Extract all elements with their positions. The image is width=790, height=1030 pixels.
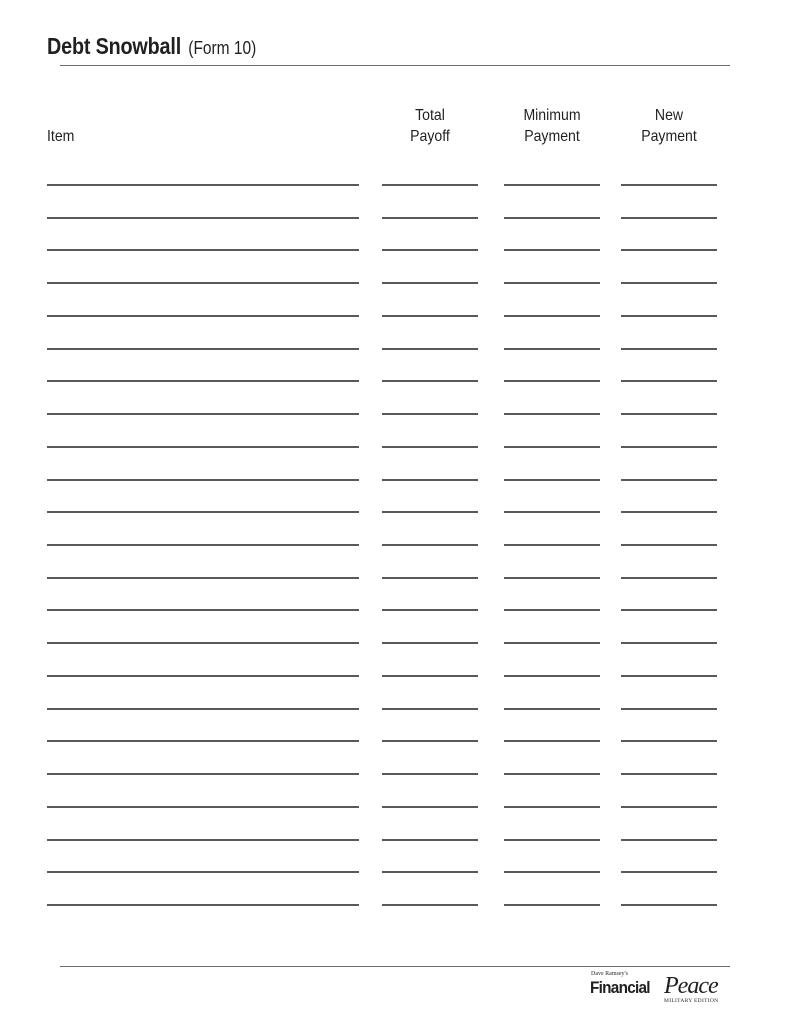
fill-in-line-total-payoff: [382, 348, 478, 350]
fill-in-line-minimum-payment: [504, 348, 600, 350]
item-field[interactable]: [47, 785, 359, 805]
table-row: [0, 511, 790, 513]
item-field[interactable]: [47, 850, 359, 870]
item-field[interactable]: [47, 818, 359, 838]
fill-in-line-minimum-payment: [504, 479, 600, 481]
total-payoff-field[interactable]: [382, 359, 478, 379]
minimum-payment-field[interactable]: [504, 163, 600, 183]
item-field[interactable]: [47, 719, 359, 739]
minimum-payment-field[interactable]: [504, 327, 600, 347]
fill-in-line-minimum-payment: [504, 446, 600, 448]
fill-in-line-item: [47, 511, 359, 513]
fill-in-line-new-payment: [621, 609, 717, 611]
total-payoff-field[interactable]: [382, 392, 478, 412]
total-payoff-field[interactable]: [382, 818, 478, 838]
table-row: [0, 282, 790, 284]
table-row: [0, 184, 790, 186]
total-payoff-field[interactable]: [382, 883, 478, 903]
fill-in-line-total-payoff: [382, 609, 478, 611]
new-payment-field[interactable]: [621, 261, 717, 281]
new-payment-field[interactable]: [621, 196, 717, 216]
fill-in-line-minimum-payment: [504, 609, 600, 611]
fill-in-line-new-payment: [621, 642, 717, 644]
new-payment-field[interactable]: [621, 490, 717, 510]
new-payment-field[interactable]: [621, 818, 717, 838]
fill-in-line-minimum-payment: [504, 904, 600, 906]
total-payoff-field[interactable]: [382, 785, 478, 805]
fill-in-line-total-payoff: [382, 577, 478, 579]
fill-in-line-new-payment: [621, 871, 717, 873]
table-row: [0, 839, 790, 841]
minimum-payment-field[interactable]: [504, 359, 600, 379]
total-payoff-field[interactable]: [382, 327, 478, 347]
logo-word-financial: Financial: [590, 978, 650, 997]
fill-in-line-new-payment: [621, 577, 717, 579]
item-field[interactable]: [47, 425, 359, 445]
fill-in-line-item: [47, 642, 359, 644]
minimum-payment-field[interactable]: [504, 621, 600, 641]
fill-in-line-new-payment: [621, 348, 717, 350]
fill-in-line-minimum-payment: [504, 380, 600, 382]
fill-in-line-minimum-payment: [504, 871, 600, 873]
column-header-new-payment: New Payment: [641, 107, 697, 145]
item-field[interactable]: [47, 883, 359, 903]
table-row: [0, 479, 790, 481]
minimum-payment-field[interactable]: [504, 294, 600, 314]
fill-in-line-item: [47, 544, 359, 546]
minimum-payment-field[interactable]: [504, 654, 600, 674]
fill-in-line-minimum-payment: [504, 642, 600, 644]
total-payoff-field[interactable]: [382, 687, 478, 707]
fill-in-line-new-payment: [621, 282, 717, 284]
new-payment-field[interactable]: [621, 883, 717, 903]
fill-in-line-minimum-payment: [504, 773, 600, 775]
table-row: [0, 609, 790, 611]
fill-in-line-total-payoff: [382, 544, 478, 546]
column-header-minimum-payment: Minimum Payment: [523, 107, 581, 145]
total-payoff-field[interactable]: [382, 523, 478, 543]
fill-in-line-minimum-payment: [504, 184, 600, 186]
fill-in-line-total-payoff: [382, 282, 478, 284]
fill-in-line-item: [47, 217, 359, 219]
column-header-item: Item: [47, 128, 75, 145]
fill-in-line-item: [47, 806, 359, 808]
item-field[interactable]: [47, 654, 359, 674]
footer-divider: [60, 966, 730, 967]
logo-byline: Dave Ramsey's: [591, 971, 628, 977]
total-payoff-field[interactable]: [382, 850, 478, 870]
new-payment-field[interactable]: [621, 785, 717, 805]
fill-in-line-total-payoff: [382, 675, 478, 677]
new-payment-field[interactable]: [621, 458, 717, 478]
minimum-payment-field[interactable]: [504, 490, 600, 510]
fill-in-line-total-payoff: [382, 217, 478, 219]
fill-in-line-new-payment: [621, 773, 717, 775]
fill-in-line-minimum-payment: [504, 315, 600, 317]
item-field[interactable]: [47, 327, 359, 347]
new-payment-field[interactable]: [621, 359, 717, 379]
total-payoff-field[interactable]: [382, 228, 478, 248]
fill-in-line-item: [47, 708, 359, 710]
total-payoff-field[interactable]: [382, 294, 478, 314]
item-field[interactable]: [47, 163, 359, 183]
fill-in-line-minimum-payment: [504, 740, 600, 742]
table-row: [0, 217, 790, 219]
new-payment-field[interactable]: [621, 621, 717, 641]
minimum-payment-field[interactable]: [504, 228, 600, 248]
total-payoff-field[interactable]: [382, 458, 478, 478]
fill-in-line-new-payment: [621, 315, 717, 317]
fill-in-line-new-payment: [621, 184, 717, 186]
fill-in-line-item: [47, 740, 359, 742]
fill-in-line-total-payoff: [382, 871, 478, 873]
header-divider: [60, 65, 730, 66]
fill-in-line-new-payment: [621, 708, 717, 710]
fill-in-line-new-payment: [621, 511, 717, 513]
column-header-total-payoff: Total Payoff: [410, 107, 450, 145]
table-row: [0, 315, 790, 317]
new-payment-field[interactable]: [621, 228, 717, 248]
fill-in-line-minimum-payment: [504, 217, 600, 219]
new-payment-field[interactable]: [621, 588, 717, 608]
item-field[interactable]: [47, 588, 359, 608]
total-payoff-field[interactable]: [382, 163, 478, 183]
fill-in-line-new-payment: [621, 479, 717, 481]
fill-in-line-item: [47, 904, 359, 906]
total-payoff-field[interactable]: [382, 556, 478, 576]
minimum-payment-field[interactable]: [504, 752, 600, 772]
table-row: [0, 380, 790, 382]
fill-in-line-total-payoff: [382, 839, 478, 841]
table-row: [0, 773, 790, 775]
minimum-payment-field[interactable]: [504, 883, 600, 903]
fill-in-line-new-payment: [621, 904, 717, 906]
total-payoff-field[interactable]: [382, 425, 478, 445]
table-row: [0, 544, 790, 546]
minimum-payment-field[interactable]: [504, 523, 600, 543]
page-title: [47, 33, 256, 60]
fill-in-line-new-payment: [621, 380, 717, 382]
minimum-payment-field[interactable]: [504, 850, 600, 870]
total-payoff-field[interactable]: [382, 490, 478, 510]
fill-in-line-minimum-payment: [504, 806, 600, 808]
fill-in-line-total-payoff: [382, 740, 478, 742]
fill-in-line-item: [47, 380, 359, 382]
item-field[interactable]: [47, 458, 359, 478]
minimum-payment-field[interactable]: [504, 785, 600, 805]
fill-in-line-total-payoff: [382, 413, 478, 415]
minimum-payment-field[interactable]: [504, 818, 600, 838]
new-payment-field[interactable]: [621, 687, 717, 707]
financial-peace-logo: [588, 970, 728, 1010]
fill-in-line-item: [47, 249, 359, 251]
minimum-payment-field[interactable]: [504, 458, 600, 478]
new-payment-field[interactable]: [621, 556, 717, 576]
minimum-payment-field[interactable]: [504, 196, 600, 216]
table-row: [0, 249, 790, 251]
form-title: Debt Snowball: [47, 33, 182, 59]
total-payoff-field[interactable]: [382, 654, 478, 674]
fill-in-line-minimum-payment: [504, 413, 600, 415]
fill-in-line-item: [47, 446, 359, 448]
fill-in-line-total-payoff: [382, 315, 478, 317]
fill-in-line-minimum-payment: [504, 282, 600, 284]
total-payoff-field[interactable]: [382, 588, 478, 608]
table-row: [0, 446, 790, 448]
fill-in-line-new-payment: [621, 740, 717, 742]
fill-in-line-item: [47, 348, 359, 350]
fill-in-line-new-payment: [621, 839, 717, 841]
fill-in-line-item: [47, 871, 359, 873]
fill-in-line-new-payment: [621, 544, 717, 546]
fill-in-line-item: [47, 609, 359, 611]
fill-in-line-item: [47, 839, 359, 841]
fill-in-line-total-payoff: [382, 479, 478, 481]
fill-in-line-total-payoff: [382, 708, 478, 710]
minimum-payment-field[interactable]: [504, 588, 600, 608]
table-row: [0, 577, 790, 579]
minimum-payment-field[interactable]: [504, 556, 600, 576]
item-field[interactable]: [47, 523, 359, 543]
table-row: [0, 904, 790, 906]
logo-word-peace: Peace: [664, 973, 718, 999]
fill-in-line-minimum-payment: [504, 839, 600, 841]
item-field[interactable]: [47, 752, 359, 772]
table-row: [0, 871, 790, 873]
item-field[interactable]: [47, 294, 359, 314]
fill-in-line-item: [47, 577, 359, 579]
item-field[interactable]: [47, 228, 359, 248]
fill-in-line-total-payoff: [382, 446, 478, 448]
item-field[interactable]: [47, 621, 359, 641]
new-payment-field[interactable]: [621, 327, 717, 347]
fill-in-line-new-payment: [621, 806, 717, 808]
item-field[interactable]: [47, 359, 359, 379]
minimum-payment-field[interactable]: [504, 425, 600, 445]
fill-in-line-item: [47, 413, 359, 415]
fill-in-line-total-payoff: [382, 904, 478, 906]
total-payoff-field[interactable]: [382, 752, 478, 772]
table-row: [0, 675, 790, 677]
minimum-payment-field[interactable]: [504, 719, 600, 739]
fill-in-line-total-payoff: [382, 380, 478, 382]
new-payment-field[interactable]: [621, 294, 717, 314]
fill-in-line-new-payment: [621, 675, 717, 677]
new-payment-field[interactable]: [621, 752, 717, 772]
new-payment-field[interactable]: [621, 654, 717, 674]
fill-in-line-new-payment: [621, 413, 717, 415]
total-payoff-field[interactable]: [382, 196, 478, 216]
fill-in-line-minimum-payment: [504, 675, 600, 677]
form-number: (Form 10): [188, 38, 257, 58]
logo-edition: MILITARY EDITION: [664, 998, 719, 1004]
new-payment-field[interactable]: [621, 425, 717, 445]
total-payoff-field[interactable]: [382, 719, 478, 739]
fill-in-line-minimum-payment: [504, 544, 600, 546]
fill-in-line-total-payoff: [382, 511, 478, 513]
fill-in-line-total-payoff: [382, 184, 478, 186]
fill-in-line-item: [47, 184, 359, 186]
minimum-payment-field[interactable]: [504, 261, 600, 281]
item-field[interactable]: [47, 392, 359, 412]
total-payoff-field[interactable]: [382, 261, 478, 281]
fill-in-line-minimum-payment: [504, 249, 600, 251]
minimum-payment-field[interactable]: [504, 687, 600, 707]
fill-in-line-item: [47, 773, 359, 775]
fill-in-line-total-payoff: [382, 642, 478, 644]
fill-in-line-total-payoff: [382, 249, 478, 251]
table-row: [0, 348, 790, 350]
fill-in-line-new-payment: [621, 446, 717, 448]
new-payment-field[interactable]: [621, 523, 717, 543]
fill-in-line-minimum-payment: [504, 708, 600, 710]
fill-in-line-item: [47, 479, 359, 481]
table-row: [0, 740, 790, 742]
fill-in-line-total-payoff: [382, 773, 478, 775]
table-row: [0, 708, 790, 710]
new-payment-field[interactable]: [621, 392, 717, 412]
fill-in-line-new-payment: [621, 249, 717, 251]
table-row: [0, 642, 790, 644]
item-field[interactable]: [47, 490, 359, 510]
fill-in-line-total-payoff: [382, 806, 478, 808]
new-payment-field[interactable]: [621, 850, 717, 870]
item-field[interactable]: [47, 556, 359, 576]
table-row: [0, 806, 790, 808]
fill-in-line-minimum-payment: [504, 577, 600, 579]
new-payment-field[interactable]: [621, 719, 717, 739]
item-field[interactable]: [47, 687, 359, 707]
fill-in-line-minimum-payment: [504, 511, 600, 513]
fill-in-line-item: [47, 282, 359, 284]
fill-in-line-item: [47, 315, 359, 317]
total-payoff-field[interactable]: [382, 621, 478, 641]
new-payment-field[interactable]: [621, 163, 717, 183]
fill-in-line-new-payment: [621, 217, 717, 219]
item-field[interactable]: [47, 261, 359, 281]
item-field[interactable]: [47, 196, 359, 216]
minimum-payment-field[interactable]: [504, 392, 600, 412]
table-row: [0, 413, 790, 415]
fill-in-line-item: [47, 675, 359, 677]
